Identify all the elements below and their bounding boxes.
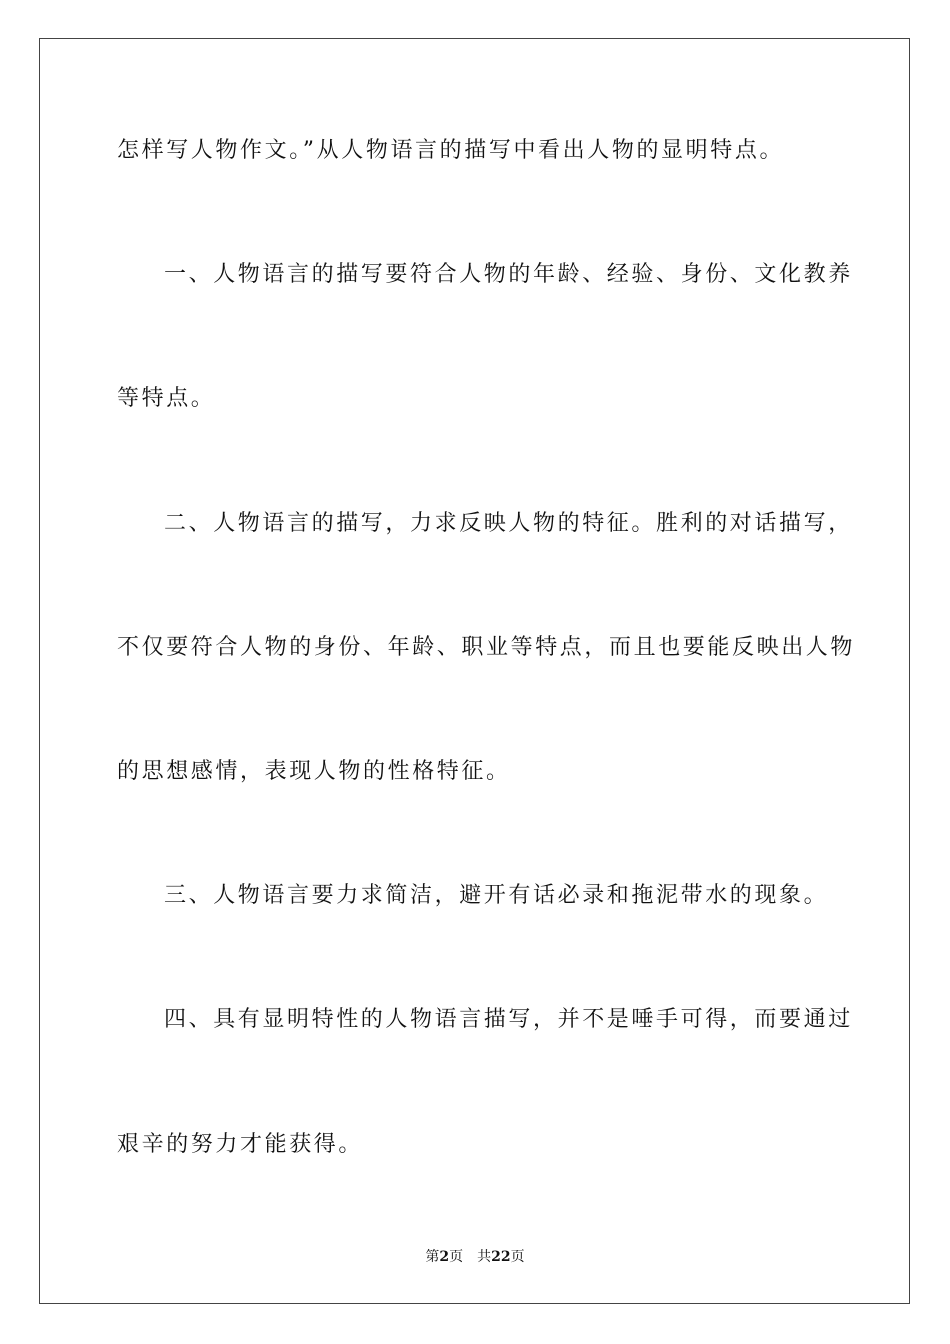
footer-total-prefix: 共 <box>477 1249 492 1265</box>
text-line-5: 不仅要符合人物的身份、年龄、职业等特点，而且也要能反映出人物 <box>117 635 856 660</box>
text-line-6: 的思想感情，表现人物的性格特征。 <box>117 759 511 784</box>
footer-page-number: 2 <box>439 1249 450 1265</box>
text-line-4: 二、人物语言的描写，力求反映人物的特征。胜利的对话描写， <box>164 511 853 536</box>
footer-page-suffix: 页 <box>449 1249 464 1265</box>
text-line-3: 等特点。 <box>117 386 216 411</box>
text-line-9: 艰辛的努力才能获得。 <box>117 1132 364 1157</box>
footer-page-prefix: 第 <box>425 1249 440 1265</box>
text-line-2: 一、人物语言的描写要符合人物的年龄、经验、身份、文化教养 <box>164 262 853 287</box>
page-footer <box>0 1247 950 1267</box>
page-border <box>39 38 910 1304</box>
footer-total-pages: 22 <box>491 1249 511 1265</box>
text-line-8: 四、具有显明特性的人物语言描写，并不是唾手可得，而要通过 <box>164 1007 853 1032</box>
footer-total-suffix: 页 <box>510 1249 525 1265</box>
text-line-7: 三、人物语言要力求简洁，避开有话必录和拖泥带水的现象。 <box>164 883 829 908</box>
text-line-1: 怎样写人物作文。”从人物语言的描写中看出人物的显明特点。 <box>117 138 785 163</box>
